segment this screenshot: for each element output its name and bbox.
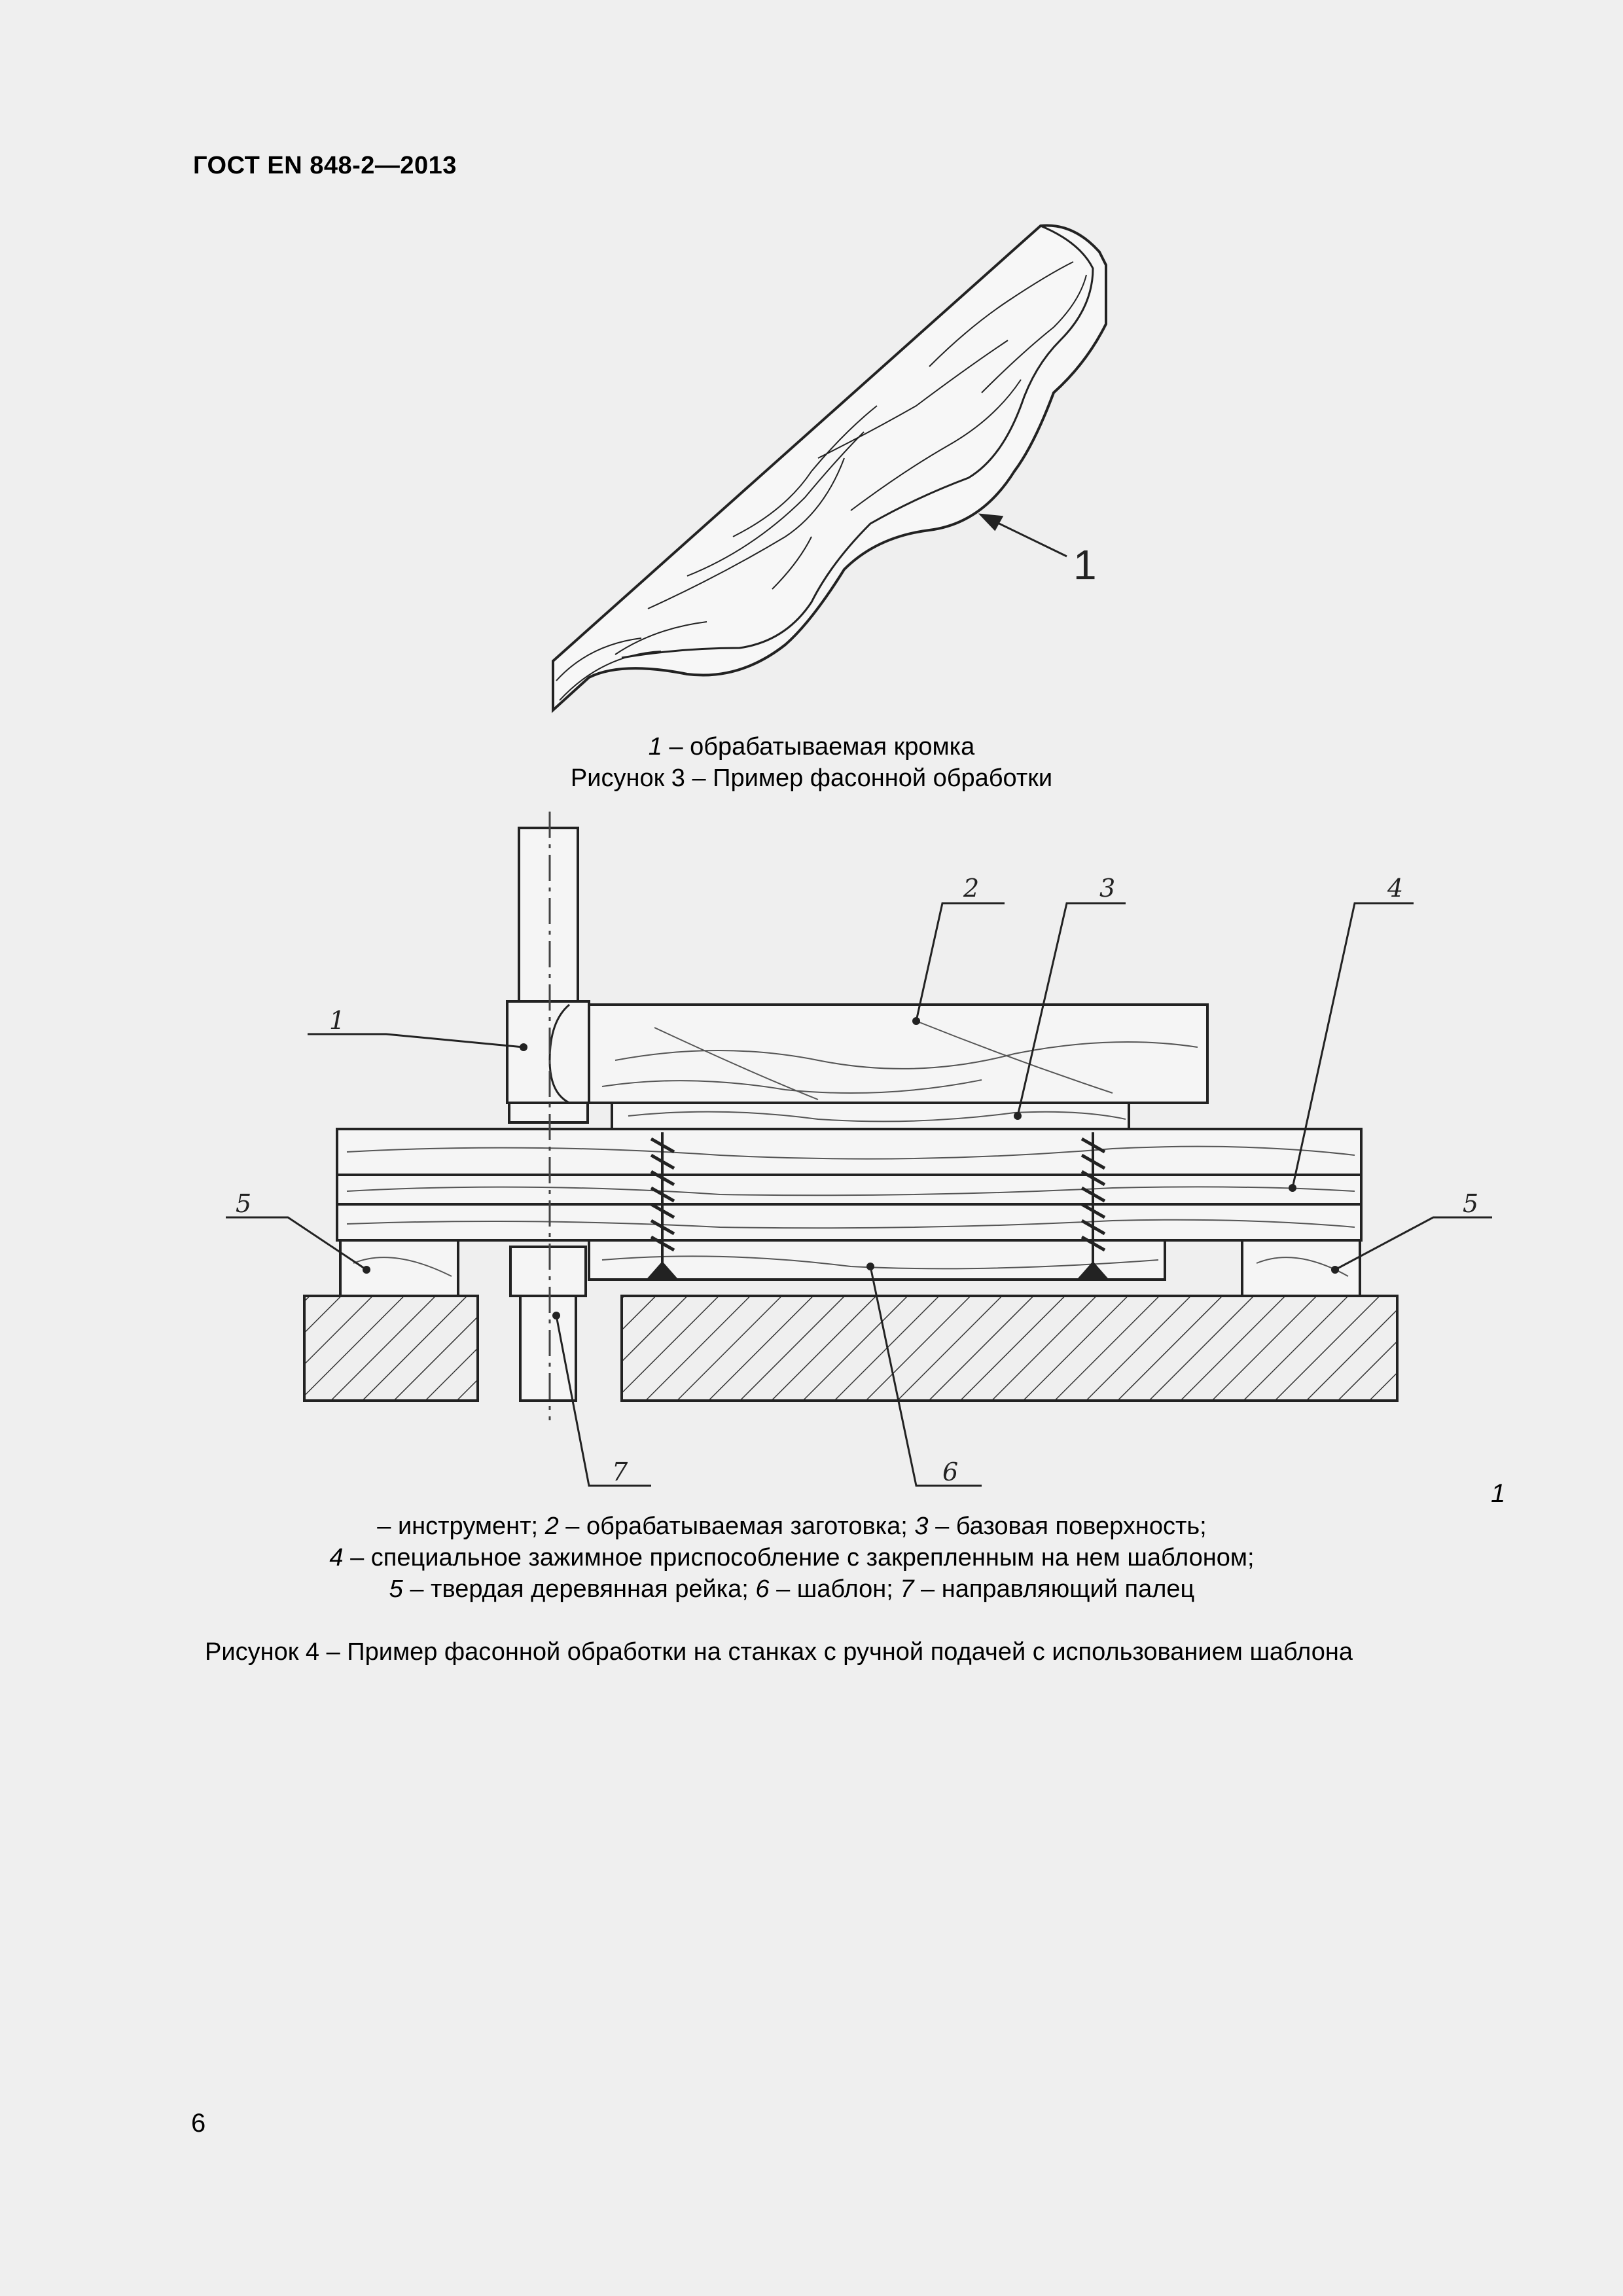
fixture-top-board — [337, 1129, 1361, 1175]
figure4-legend-line-1: – инструмент; 2 – обрабатываемая заготовка; 3 – базовая поверхность; — [377, 1513, 1207, 1540]
tool-cutter — [507, 1001, 589, 1103]
figure4-callout-4: 4 — [1387, 874, 1404, 903]
figure4-callout-5-left: 5 — [236, 1189, 252, 1218]
figure3-caption: Рисунок 3 – Пример фасонной обработки — [570, 764, 1053, 792]
page-number: 6 — [191, 2109, 206, 2138]
figure4-corner-number: 1 — [1491, 1479, 1506, 1508]
left-base — [304, 1296, 478, 1401]
figure4-callout-7: 7 — [612, 1458, 628, 1486]
figure4-legend-line-2: 4 – специальное зажимное приспособление с закрепленным на нем шаблоном; — [329, 1544, 1255, 1571]
right-rail — [1242, 1240, 1360, 1296]
fixture-bottom-board — [337, 1204, 1361, 1240]
guide-pin — [520, 1296, 576, 1401]
guide-pin-collar — [510, 1247, 586, 1296]
template — [589, 1240, 1165, 1280]
right-base — [622, 1296, 1397, 1401]
figure4-legend-line-3: 5 – твердая деревянная рейка; 6 – шаблон; 7 – направляющий палец — [389, 1575, 1195, 1603]
figure4-callout-1: 1 — [329, 1006, 346, 1035]
figure4-caption: Рисунок 4 – Пример фасонной обработки на станках с ручной подачей с использованием шаблона — [205, 1638, 1353, 1666]
figure4-callout-6: 6 — [942, 1458, 959, 1486]
figure3-legend: 1 – обрабатываемая кромка — [648, 733, 975, 761]
base-surface — [612, 1103, 1129, 1129]
figure4-callout-2: 2 — [963, 874, 980, 903]
fixture-mid-board — [337, 1175, 1361, 1204]
document-header: ГОСТ EN 848-2—2013 — [193, 152, 457, 179]
figure3-callout-1: 1 — [1073, 541, 1097, 588]
left-rail — [340, 1240, 458, 1296]
figure4-assembly — [304, 828, 1397, 1401]
figure4-callout-5-right: 5 — [1463, 1189, 1479, 1218]
tool-shank — [519, 828, 578, 1001]
figure3-workpiece — [553, 226, 1106, 711]
workpiece — [586, 1005, 1207, 1103]
figure4-callout-3: 3 — [1099, 874, 1116, 903]
